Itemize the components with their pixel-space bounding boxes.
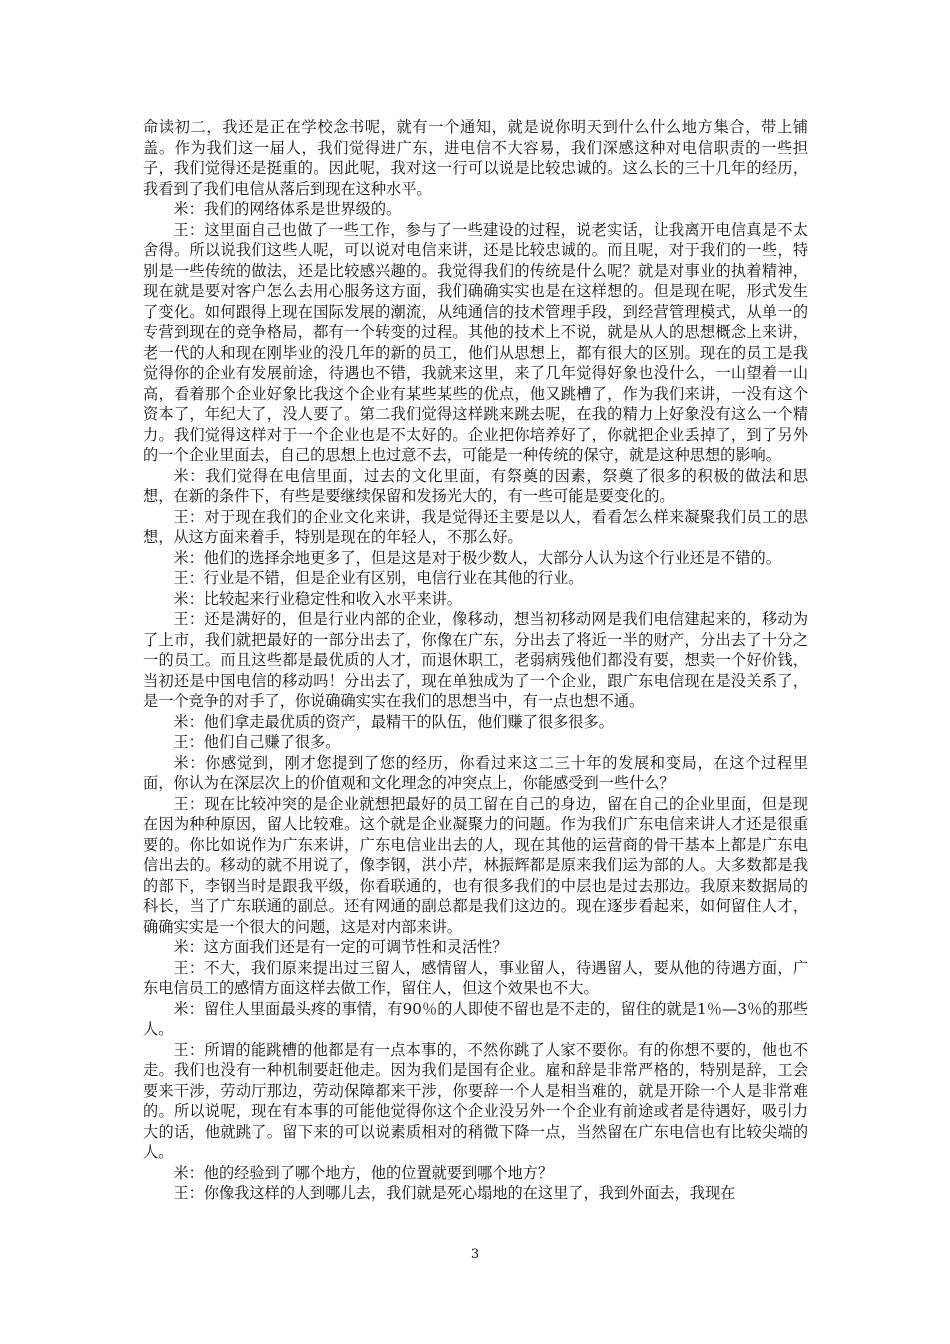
paragraph-7: 王：行业是不错，但是企业有区别，电信行业在其他的行业。 (173, 569, 584, 587)
paragraph-15: 王：不大，我们原来提出过三留人，感情留人，事业留人，待遇留人，要从他的待遇方面，广东电信员工的感情方面这样去做工作，留住人，但这个效果也不大。 (143, 958, 808, 997)
paragraph-10: 米：他们拿走最优质的资产，最精干的队伍，他们赚了很多很多。 (173, 712, 614, 731)
page-number: 3 (470, 1247, 480, 1262)
paragraph-8: 米：比较起来行业稳定性和收入水平来讲。 (173, 589, 462, 608)
paragraph-4: 米：我们觉得在电信里面，过去的文化里面，有祭奠的因素，祭奠了很多的积极的做法和思想，在新的条件下，有些是要继续保留和发扬光大的，有一些可能是要变化的。 (143, 466, 808, 505)
paragraph-3: 王：这里面自己也做了一些工作，参与了一些建设的过程，说老实话，让我离开电信真是不太舍得。所以说我们这些人呢，可以说对电信来讲，还是比较忠诚的。而且呢，对于我们的一些，特别是一些传统的做法，还是比较感兴趣的。我觉得我们的传统是什么呢？就是对事业的执着精神，现在就是要对客户怎么去用心服务这方面，我们确确实实也是在这样想的。但是现在呢，形式发生了变化。如何跟得上现在国际发展的潮流，从纯通信的技术管理手段，到经营管理模式，从单一的专营到现在的竞争格局，都有一个转变的过程。其他的技术上不说，就是从人的思想概念上来讲，老一代的人和现在刚毕业的没几年的新的员工，他们从思想上，都有很大的区别。现在的员工是我觉得你的企业有发展前途，待遇也不错，我就来这里，来了几年觉得好象也没什么，一山望着一山高，看着那个企业好象比我这个企业有某些某些的优点，他又跳槽了，作为我们来讲，一没有这个资本了，年纪大了，没人要了。第二我们觉得这样跳来跳去呢，在我的精力上好象没有这么一个精力。我们觉得这样对于一个企业也是不太好的。企业把你培养好了，你就把企业丢掉了，到了另外的一个企业里面去，自己的思想上也过意不去，可能是一种传统的保守，就是这种思想的影响。 (143, 220, 808, 464)
document-body (143, 117, 808, 1204)
paragraph-2: 米：我们的网络体系是世界级的。 (173, 200, 402, 218)
paragraph-19: 王：你像我这样的人到哪儿去，我们就是死心塌地的在这里了，我到外面去，我现在 (173, 1184, 736, 1202)
paragraph-1: 命读初二，我还是正在学校念书呢，就有一个通知，就是说你明天到什么什么地方集合，带上铺盖。作为我们这一届人，我们觉得进广东，进电信不大容易，我们深感这种对电信职责的一些担子，我们觉得还是挺重的。因此呢，我对这一行可以说是比较忠诚的。这么长的三十几年的经历，我看到了我们电信从落后到现在这种水平。 (143, 118, 808, 198)
paragraph-16: 米：留住人里面最头疼的事情，有90％的人即使不留也是不走的，留住的就是1％—3％的那些人。 (143, 999, 808, 1038)
paragraph-18: 米：他的经验到了哪个地方，他的位置就要到哪个地方？ (173, 1163, 554, 1182)
paragraph-11: 王：他们自己赚了很多。 (173, 733, 341, 751)
paragraph-17: 王：所谓的能跳槽的他都是有一点本事的，不然你跳了人家不要你。有的你想不要的，他也不走。我们也没有一种机制要赶他走。因为我们是国有企业。雇和辞是非常严格的，特别是辞，工会要来干涉，劳动厅那边，劳动保障都来干涉，你要辞一个人是相当难的，就是开除一个人是非常难的。所以说呢，现在有本事的可能他觉得你这个企业没另外一个企业有前途或者是待遇好，吸引力大的话，他就跳了。留下来的可以说素质相对的稍微下降一点，当然留在广东电信也有比较尖端的人。 (143, 1040, 808, 1161)
paragraph-9: 王：还是满好的，但是行业内部的企业，像移动，想当初移动网是我们电信建起来的，移动为了上市，我们就把最好的一部分出去了，你像在广东，分出去了将近一半的财产，分出去了十分之一的员工。而且这些都是最优质的人才，而退休职工，老弱病残他们都没有要，想卖一个好价钱，当初还是中国电信的移动吗！分出去了，现在单独成为了一个企业，跟广东电信现在是没关系了，是一个竞争的对手了，你说确确实实在我们的思想当中，有一点也想不通。 (143, 610, 808, 710)
paragraph-12: 米：你感觉到，刚才您提到了您的经历，你看过来这二三十年的发展和变局，在这个过程里面，你认为在深层次上的价值观和文化理念的冲突点上，你能感受到一些什么？ (143, 753, 808, 792)
paragraph-14: 米：这方面我们还是有一定的可调节性和灵活性？ (173, 938, 508, 956)
paragraph-5: 王：对于现在我们的企业文化来讲，我是觉得还主要是以人，看看怎么样来凝聚我们员工的思想，从这方面来着手，特别是现在的年轻人，不那么好。 (143, 507, 808, 546)
paragraph-13: 王：现在比较冲突的是企业就想把最好的员工留在自己的身边，留在自己的企业里面，但是现在因为种种原因，留人比较难。这个就是企业凝聚力的问题。作为我们广东电信来讲人才还是很重要的。你比如说作为广东来讲，广东电信业出去的人，现在其他的运营商的骨干基本上都是广东电信出去的。移动的就不用说了，像李钢，洪小芹，林振辉都是原来我们运为部的人。大多数都是我的部下，李钢当时是跟我平级，你看联通的，也有很多我们的中层也是过去那边。我原来数据局的科长，当了广东联通的副总。还有网通的副总都是我们这边的。现在逐步看起来，如何留住人才，确确实实是一个很大的问题，这是对内部来讲。 (143, 794, 808, 936)
paragraph-6: 米：他们的选择余地更多了，但是这是对于极少数人，大部分人认为这个行业还是不错的。 (173, 548, 781, 567)
